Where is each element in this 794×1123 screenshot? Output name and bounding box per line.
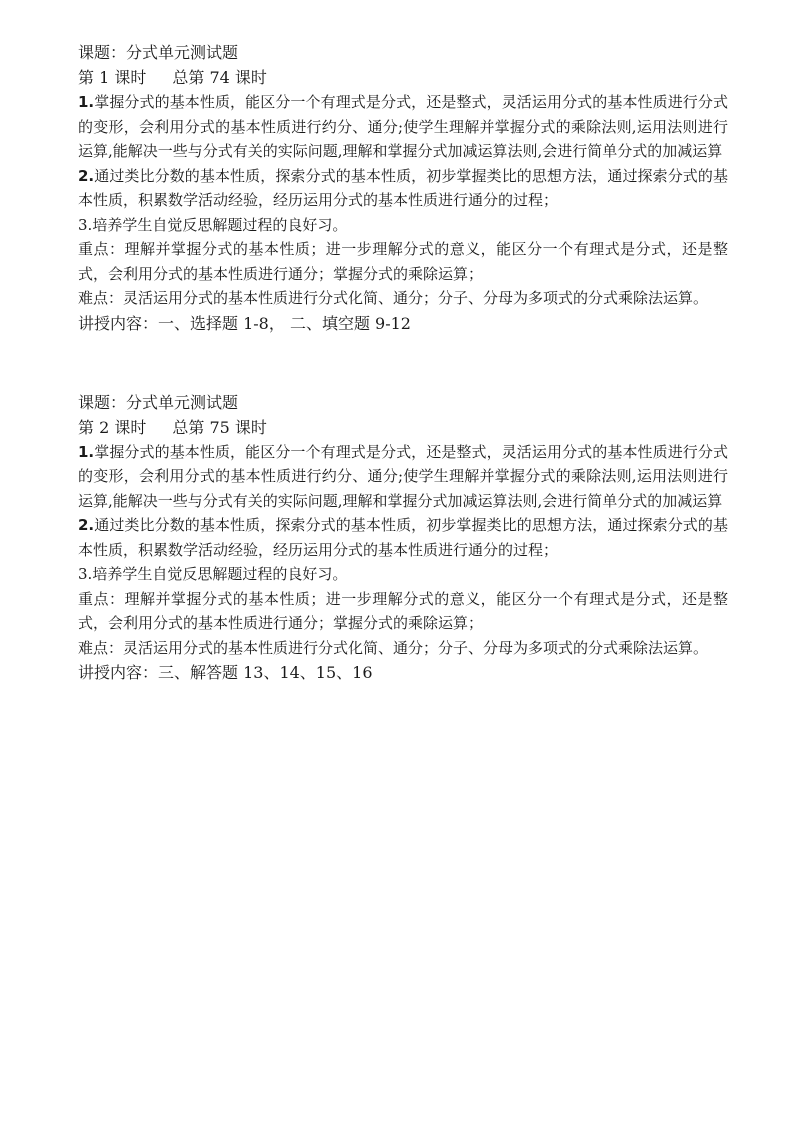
- difficulties: 难点：灵活运用分式的基本性质进行分式化简、通分；分子、分母为多项式的分式乘除法运算。: [78, 638, 709, 657]
- goal-text: 培养学生自觉反思解题过程的良好习。: [92, 215, 348, 234]
- goal-number: 1.: [78, 442, 95, 461]
- lesson-total: 总第 75 课时: [172, 417, 267, 437]
- goal-number: 3.: [78, 215, 93, 234]
- lesson-period: [78, 65, 728, 90]
- goal-number: 2.: [78, 516, 95, 534]
- key-points: 重点：理解并掌握分式的基本性质；进一步理解分式的意义，能区分一个有理式是分式，还是整式，会利用分式的基本性质进行通分；掌握分式的乘除运算；: [78, 589, 728, 632]
- difficulties: 难点：灵活运用分式的基本性质进行分式化简、通分；分子、分母为多项式的分式乘除法运算。: [78, 289, 709, 307]
- goal-text: 通过类比分数的基本性质，探索分式的基本性质，初步掌握类比的思想方法，通过探索分式的基本性质，积累数学活动经验，经历运用分式的基本性质进行通分的过程；: [78, 516, 728, 559]
- goal-3: [78, 213, 728, 238]
- goal-number: 2.: [78, 166, 95, 185]
- lesson-total: 总第 74 课时: [172, 68, 267, 87]
- lesson-number: 第 2 课时: [78, 417, 147, 437]
- teaching-content: 讲授内容：一、选择题 1-8， 二、填空题 9-12: [78, 313, 411, 333]
- document-page: [78, 40, 728, 685]
- goal-number: 1.: [78, 93, 95, 111]
- goal-3: [78, 562, 728, 587]
- lesson-title: 课题：分式单元测试题: [78, 43, 239, 62]
- lesson-plan-section-2: [78, 390, 728, 686]
- lesson-number: 第 1 课时: [78, 68, 147, 87]
- lesson-title: 课题：分式单元测试题: [78, 392, 239, 412]
- goal-2: [78, 513, 728, 562]
- goal-text: 培养学生自觉反思解题过程的良好习。: [92, 565, 348, 583]
- goal-text: 掌握分式的基本性质，能区分一个有理式是分式，还是整式，灵活运用分式的基本性质进行分式的变形，会利用分式的基本性质进行约分、通分;使学生理解并掌握分式的乘除法则,运用法则进行运算,能解决一些与分式有关的实际问题,理解和掌握分式加减运算法则,会进行简单分式的加减运算: [78, 93, 728, 160]
- goal-number: 3.: [78, 565, 93, 583]
- goal-text: 通过类比分数的基本性质，探索分式的基本性质，初步掌握类比的思想方法，通过探索分式的基本性质，积累数学活动经验，经历运用分式的基本性质进行通分的过程；: [78, 166, 728, 209]
- goal-2: [78, 164, 728, 213]
- lesson-plan-section-1: [78, 40, 728, 336]
- goal-1: [78, 440, 728, 514]
- lesson-period: [78, 415, 728, 440]
- goal-text: 掌握分式的基本性质，能区分一个有理式是分式，还是整式，灵活运用分式的基本性质进行分式的变形，会利用分式的基本性质进行约分、通分;使学生理解并掌握分式的乘除法则,运用法则进行运算,能解决一些与分式有关的实际问题,理解和掌握分式加减运算法则,会进行简单分式的加减运算: [78, 442, 728, 510]
- key-points: 重点：理解并掌握分式的基本性质；进一步理解分式的意义，能区分一个有理式是分式，还是整式，会利用分式的基本性质进行通分；掌握分式的乘除运算；: [78, 240, 728, 283]
- teaching-content: 讲授内容：三、解答题 13、14、15、16: [78, 663, 373, 682]
- goal-1: [78, 90, 728, 164]
